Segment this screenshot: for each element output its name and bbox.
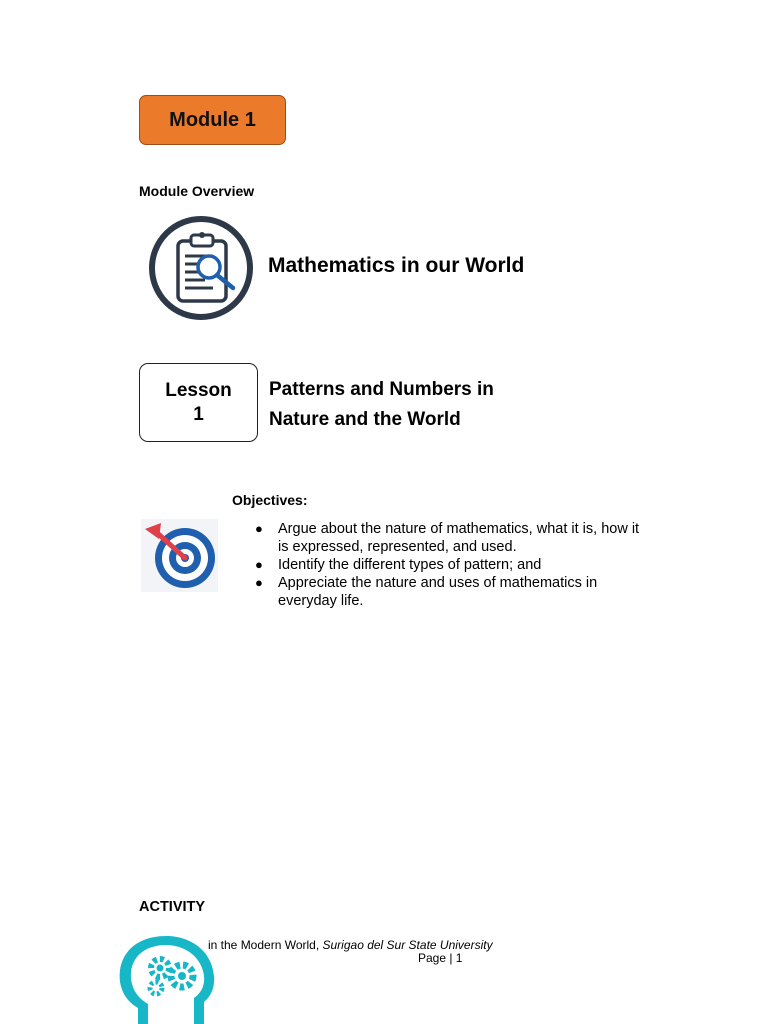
module-badge [139,95,286,145]
head-gears-icon [116,934,220,1024]
lesson-number: 1 [193,403,204,425]
footer-course: in the Modern World, [208,938,323,952]
page-number: Page | 1 [418,951,463,965]
objective-item [253,556,673,574]
objective-item [253,574,673,610]
activity-heading: ACTIVITY [139,899,206,915]
lesson-title [269,375,569,435]
module-overview-heading: Module Overview [139,183,255,199]
objective-text-line: Argue about the nature of mathematics, what it is, how it [278,521,640,537]
footer-text [208,938,493,952]
objective-text-line: Identify the different types of pattern; and [278,557,542,573]
footer-university: Surigao del Sur State University [322,938,493,952]
lesson-title-line2: Nature and the World [269,409,461,430]
module-title: Mathematics in our World [268,254,525,277]
lesson-label: Lesson [165,379,232,401]
lesson-box [139,363,258,442]
objective-item [253,520,673,556]
lesson-title-line1: Patterns and Numbers in [269,379,494,400]
target-dart-icon [141,519,218,592]
objective-text-line: is expressed, represented, and used. [278,539,517,555]
module-label: Module 1 [169,108,256,131]
objectives-heading: Objectives: [232,492,308,508]
bullet-icon: ● [255,557,263,572]
bullet-icon: ● [255,521,263,536]
objectives-list [253,520,673,610]
objective-text-line: everyday life. [278,593,364,609]
clipboard-search-icon [143,214,259,322]
bullet-icon: ● [255,575,263,590]
objective-text-line: Appreciate the nature and uses of mathematics in [278,575,598,591]
